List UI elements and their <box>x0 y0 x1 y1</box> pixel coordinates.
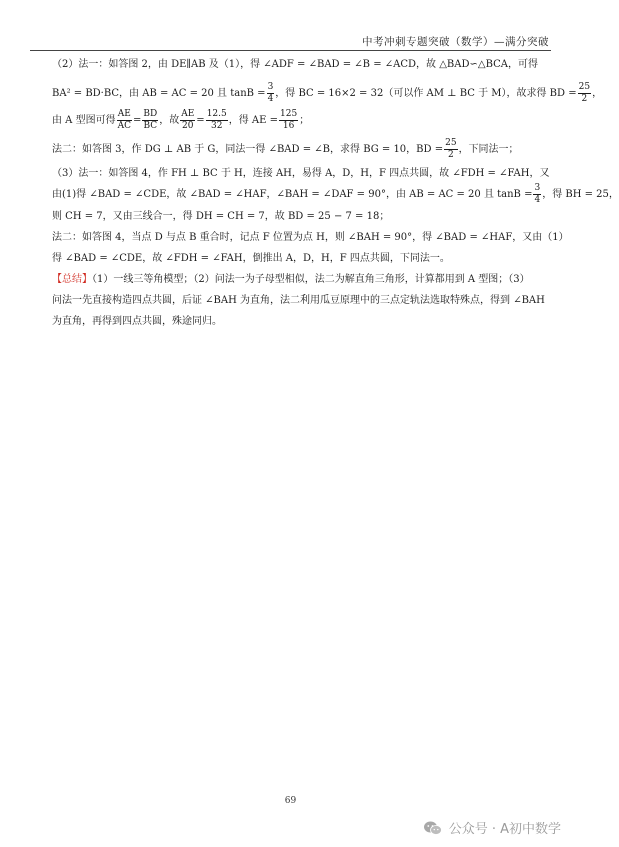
fraction-denominator: 20 <box>182 121 194 131</box>
header-divider <box>30 50 551 51</box>
part2-method1-line1: （2）法一：如答图 2，由 DE∥AB 及（1），得 ∠ADF = ∠BAD = ∠B = ∠ACD，故 △BAD∽△BCA，可得 <box>52 59 538 70</box>
fraction-numerator: AE <box>181 109 195 119</box>
fraction-BD <box>578 82 591 105</box>
fraction-numerator: 3 <box>267 82 274 92</box>
part3-method2-line2: 得 ∠BAD = ∠CDE，故 ∠FDH = ∠FAH，倒推出 A，D，H，F 四点共圆，下同法一。 <box>52 253 450 264</box>
fraction-numerator: BD <box>143 109 158 119</box>
fraction-denominator: 4 <box>267 94 274 104</box>
fraction-numerator: AE <box>117 109 131 119</box>
fraction-denominator: 16 <box>282 121 295 131</box>
fraction-BD-BC <box>142 109 158 132</box>
text-segment: ； <box>299 114 310 126</box>
text-segment: 法二：如答图 3，作 DG ⊥ AB 于 G，同法一得 ∠BAD = ∠B，求得 BG = 10，BD = <box>52 143 444 155</box>
text-segment: ，下同法一； <box>458 143 519 155</box>
text-segment: BA² = BD·BC，由 AB = AC = 20 且 tanB = <box>52 87 266 99</box>
fraction-denominator: 2 <box>581 94 588 104</box>
fraction-12-5-32 <box>206 109 228 132</box>
text-segment: ，得 AE = <box>228 114 278 126</box>
text-segment: ，得 BC = 16×2 = 32（可以作 AM ⊥ BC 于 M），故求得 BD = <box>275 87 577 99</box>
fraction-denominator: AC <box>117 121 131 131</box>
fraction-numerator: 25 <box>578 82 591 92</box>
fraction-AE-AC <box>117 109 132 132</box>
fraction-denominator: 2 <box>447 150 454 160</box>
summary-line2: 问法一先直接构造四点共圆，后证 ∠BAH 为直角，法二利用瓜豆原理中的三点定轨法选取特殊点，得到 ∠BAH <box>52 295 545 306</box>
summary-line3: 为直角，再得到四点共圆，殊途同归。 <box>52 316 222 327</box>
part3-method1-line1: （3）法一：如答图 4，作 FH ⊥ BC 于 H，连接 AH，易得 A，D，H，F 四点共圆，故 ∠FDH = ∠FAH，又 <box>52 168 550 179</box>
part2-method2-line <box>52 138 557 161</box>
fraction-numerator: 3 <box>534 183 541 193</box>
text-segment: 由 A 型图可得 <box>52 114 116 126</box>
fraction-BD-2 <box>444 138 457 161</box>
part3-method1-line3: 则 CH = 7，又由三线合一，得 DH = CH = 7，故 BD = 25 − 7 = 18； <box>52 211 390 222</box>
fraction-numerator: 125 <box>280 109 298 119</box>
solution-body <box>52 58 619 329</box>
fraction-denominator: 32 <box>210 121 223 131</box>
part2-method1-line2: BA² = BD·BC，由 AB = AC = 20 且 tanB = $\frac{3}{4}$ ，得 BC = 16×2 = 32（可以作 AM ⊥ BC 于 M），故求得 BD = $\frac{25}{2}$ ， <box>52 82 603 104</box>
part3-method1-line2 <box>52 183 619 206</box>
text-segment: ，故 <box>159 114 180 126</box>
watermark-text: 公众号 · A初中数学 <box>448 822 561 837</box>
fraction-denominator: BC <box>143 121 158 131</box>
part3-method2-line1: 法二：如答图 4，当点 D 与点 B 重合时，记点 F 位置为点 H，则 ∠BAH = 90°，得 ∠BAD = ∠HAF，又由（1） <box>52 232 569 243</box>
fraction-numerator: 12.5 <box>206 109 227 119</box>
summary-line1 <box>52 273 557 287</box>
fraction-AE-value <box>279 109 298 132</box>
part2-method1-line3: 由 A 型图可得 $\frac{AE}{AC}$ = $\frac{BD}{BC}$ ，故 $\frac{AE}{20}$ = $\frac{12.5}{32}$ ，得 AE = $\frac{125}{16}$ ； <box>52 109 310 131</box>
fraction-denominator: 4 <box>534 195 541 205</box>
text-segment: （1）一线三等角模型；（2）问法一为子母型相似，法二为解直角三角形，计算都用到 A 型图；（3） <box>92 274 530 285</box>
fraction-tanB <box>267 82 275 105</box>
fraction-AE-20 <box>180 109 195 132</box>
summary-tag: 【总结】 <box>52 274 92 285</box>
fraction-tanB-2 <box>533 183 541 206</box>
text-segment: 由(1)得 ∠BAD = ∠CDE，故 ∠BAD = ∠HAF，∠BAH = ∠DAF = 90°，由 AB = AC = 20 且 tanB = <box>52 188 533 200</box>
fraction-numerator: 25 <box>445 138 457 148</box>
wechat-icon <box>423 820 443 836</box>
page-header-title: 中考冲刺专题突破（数学）—满分突破 <box>362 36 549 48</box>
text-segment: ，得 BH = 25， <box>542 188 619 200</box>
watermark <box>423 818 561 837</box>
page-number: 69 <box>284 796 297 806</box>
